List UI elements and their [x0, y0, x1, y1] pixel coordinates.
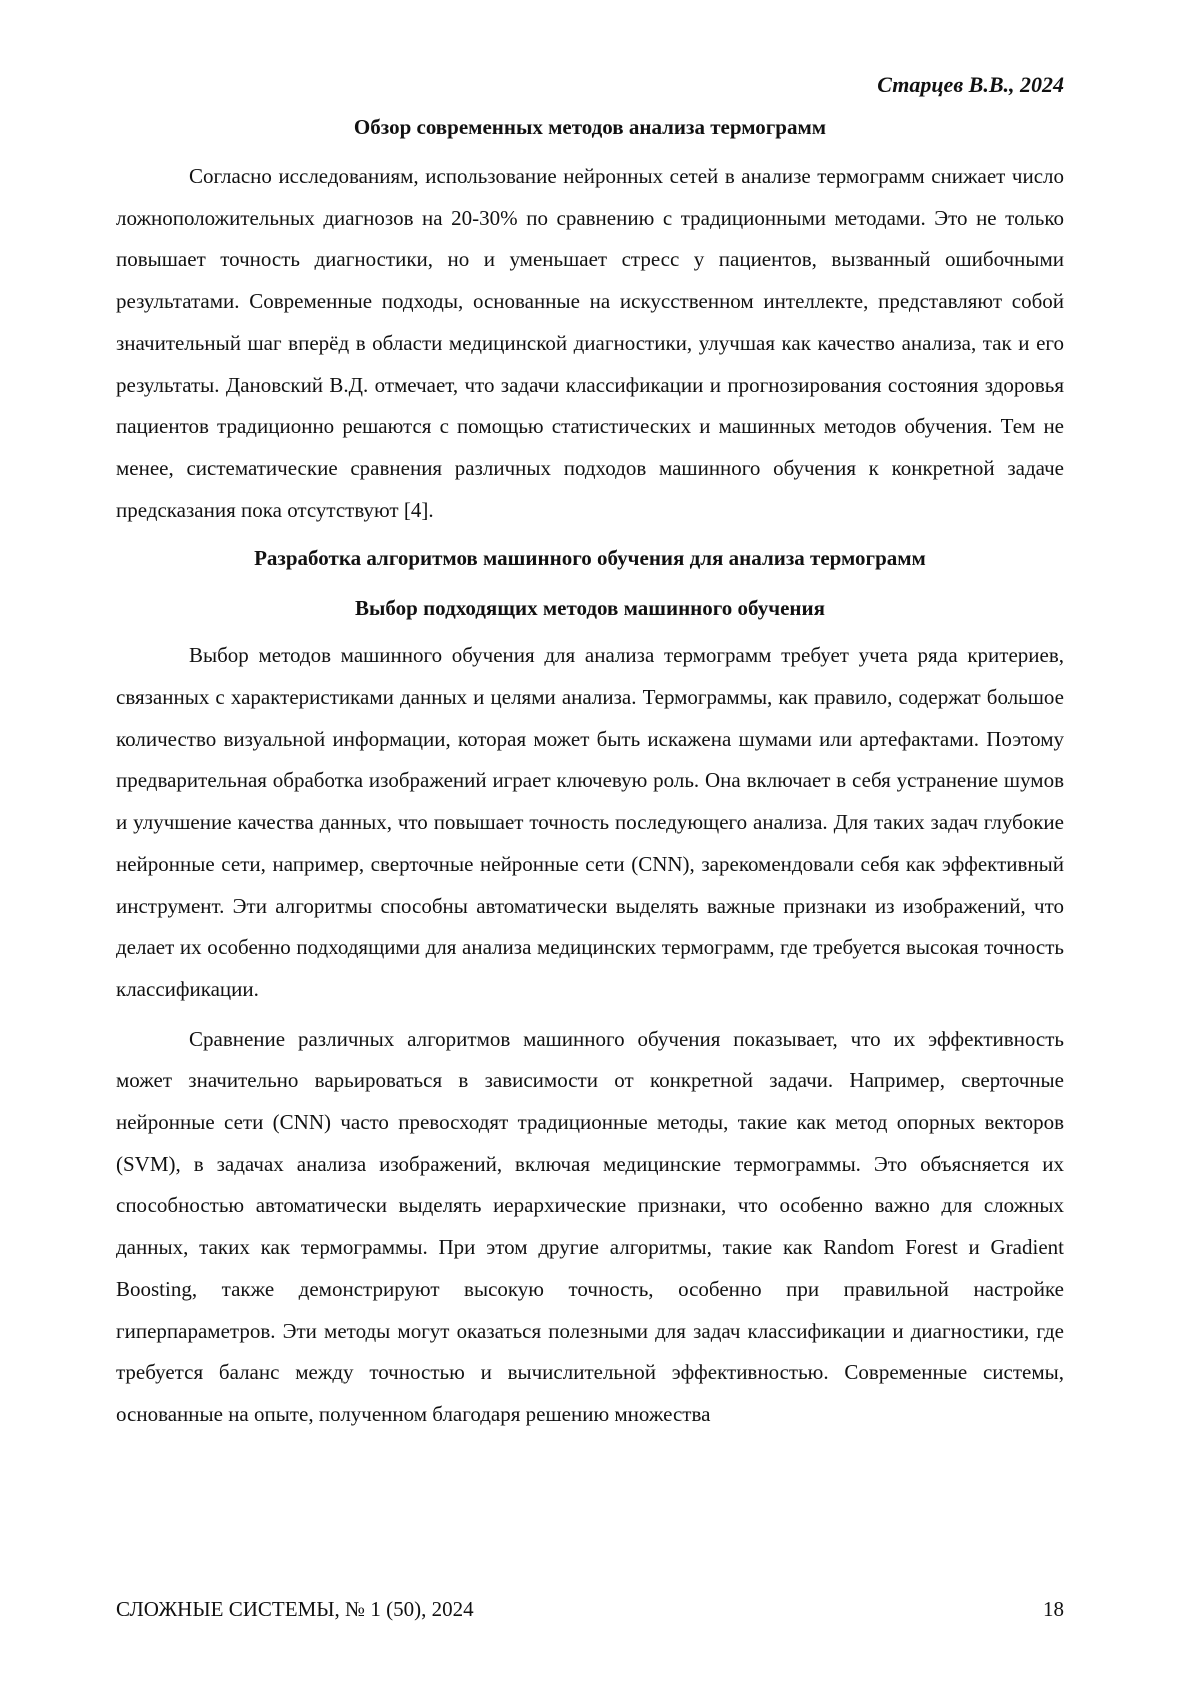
article-body — [116, 112, 1064, 1436]
section-heading-development: Разработка алгоритмов машинного обучения для анализа термограмм — [116, 543, 1064, 573]
paragraph-neural-networks: Согласно исследованиям, использование нейронных сетей в анализе термограмм снижает число ложноположительных диагнозов на 20-30% по сравнению с традиционными методами. Это не только повышает точность диагностики, но и уменьшает стресс у пациентов, вызванный ошибочными результатами. Современные подходы, основанные на искусственном интеллекте, представляют собой значительный шаг вперёд в области медицинской диагностики, улучшая как качество анализа, так и его результаты. Дановский В.Д. отмечает, что задачи классификации и прогнозирования состояния здоровья пациентов традиционно решаются с помощью статистических и машинных методов обучения. Тем не менее, систематические сравнения различных подходов машинного обучения к конкретной задаче предсказания пока отсутствуют [4]. — [116, 156, 1064, 531]
subsection-heading-selection: Выбор подходящих методов машинного обучения — [116, 593, 1064, 623]
journal-title: СЛОЖНЫЕ СИСТЕМЫ, № 1 (50), 2024 — [116, 1594, 474, 1624]
running-header-author: Старцев В.В., 2024 — [116, 70, 1064, 100]
page-number: 18 — [1043, 1594, 1064, 1624]
paragraph-method-selection: Выбор методов машинного обучения для анализа термограмм требует учета ряда критериев, связанных с характеристиками данных и целями анализа. Термограммы, как правило, содержат большое количество визуальной информации, которая может быть искажена шумами или артефактами. Поэтому предварительная обработка изображений играет ключевую роль. Она включает в себя устранение шумов и улучшение качества данных, что повышает точность последующего анализа. Для таких задач глубокие нейронные сети, например, сверточные нейронные сети (CNN), зарекомендовали себя как эффективный инструмент. Эти алгоритмы способны автоматически выделять важные признаки из изображений, что делает их особенно подходящими для анализа медицинских термограмм, где требуется высокая точность классификации. — [116, 635, 1064, 1010]
section-heading-review: Обзор современных методов анализа термограмм — [116, 112, 1064, 142]
paragraph-algorithm-comparison: Сравнение различных алгоритмов машинного обучения показывает, что их эффективность может значительно варьироваться в зависимости от конкретной задачи. Например, сверточные нейронные сети (CNN) часто превосходят традиционные методы, такие как метод опорных векторов (SVM), в задачах анализа изображений, включая медицинские термограммы. Это объясняется их способностью автоматически выделять иерархические признаки, что особенно важно для сложных данных, таких как термограммы. При этом другие алгоритмы, такие как Random Forest и Gradient Boosting, также демонстрируют высокую точность, особенно при правильной настройке гиперпараметров. Эти методы могут оказаться полезными для задач классификации и диагностики, где требуется баланс между точностью и вычислительной эффективностью. Современные системы, основанные на опыте, полученном благодаря решению множества — [116, 1019, 1064, 1436]
document-page — [0, 0, 1200, 1697]
